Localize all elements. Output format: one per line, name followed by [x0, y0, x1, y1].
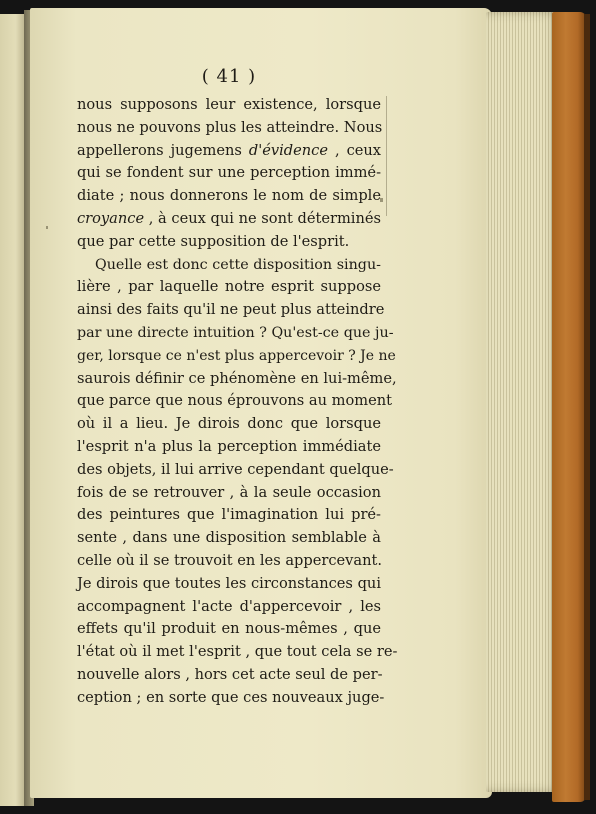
text-line: ception ; en sorte que ces nouveaux juge- — [77, 688, 385, 706]
text-line: des objets, il lui arrive cependant quelque- — [77, 460, 394, 478]
text-line: que parce que nous éprouvons au moment — [77, 392, 393, 410]
text-line: fois de se retrouver , à la seule occasion — [77, 483, 381, 501]
text-line: l'état où il met l'esprit , que tout cela se re- — [77, 643, 398, 661]
leather-cover — [552, 12, 586, 802]
text-line: appellerons jugemens d'évidence , ceux — [77, 141, 382, 159]
text-line: Je dirois que toutes les circonstances qui — [77, 574, 381, 592]
text-line: des peintures que l'imagination lui pré- — [77, 506, 381, 524]
text-line: que par cette supposition de l'esprit. — [77, 232, 350, 250]
text-line: lière , par laquelle notre esprit suppose — [77, 278, 381, 296]
text-line: ger, lorsque ce n'est plus appercevoir ? Je ne — [77, 347, 396, 364]
text-line: nouvelle alors , hors cet acte seul de per- — [77, 665, 383, 683]
page-number: ( 41 ) — [201, 66, 257, 87]
text-line: nous ne pouvons plus les atteindre. Nous — [77, 118, 383, 136]
facing-page-edge — [0, 14, 26, 806]
page-text — [77, 64, 398, 710]
margin-dot — [46, 226, 48, 229]
text-line: nous supposons leur existence, lorsque — [77, 96, 381, 113]
text-line: accompagnent l'acte d'appercevoir , les — [77, 597, 381, 615]
margin-mark — [386, 96, 387, 216]
italic-term: d'évidence — [248, 141, 328, 159]
cover-edge — [584, 14, 590, 800]
page-edges — [486, 12, 560, 792]
text-line: diate ; nous donnerons le nom de simple — [77, 187, 381, 205]
text-line: par une directe intuition ? Qu'est-ce que ju- — [77, 324, 394, 341]
text-line: ainsi des faits qu'il ne peut plus atteindre — [77, 301, 385, 319]
text-line: où il a lieu. Je dirois donc que lorsque — [77, 415, 381, 433]
text-line: effets qu'il produit en nous-mêmes , que — [77, 620, 381, 638]
text-line: saurois définir ce phénomène en lui-même, — [77, 369, 397, 387]
italic-term: croyance — [77, 209, 145, 227]
text-line: sente , dans une disposition semblable à — [77, 529, 381, 547]
text-line: celle où il se trouvoit en les appercevant. — [77, 551, 382, 569]
text-line: qui se fondent sur une perception immé- — [77, 164, 381, 182]
text-line: croyance , à ceux qui ne sont déterminés — [77, 209, 381, 227]
text-line: Quelle est donc cette disposition singu- — [95, 256, 381, 273]
text-line: l'esprit n'a plus la perception immédiate — [77, 437, 381, 455]
